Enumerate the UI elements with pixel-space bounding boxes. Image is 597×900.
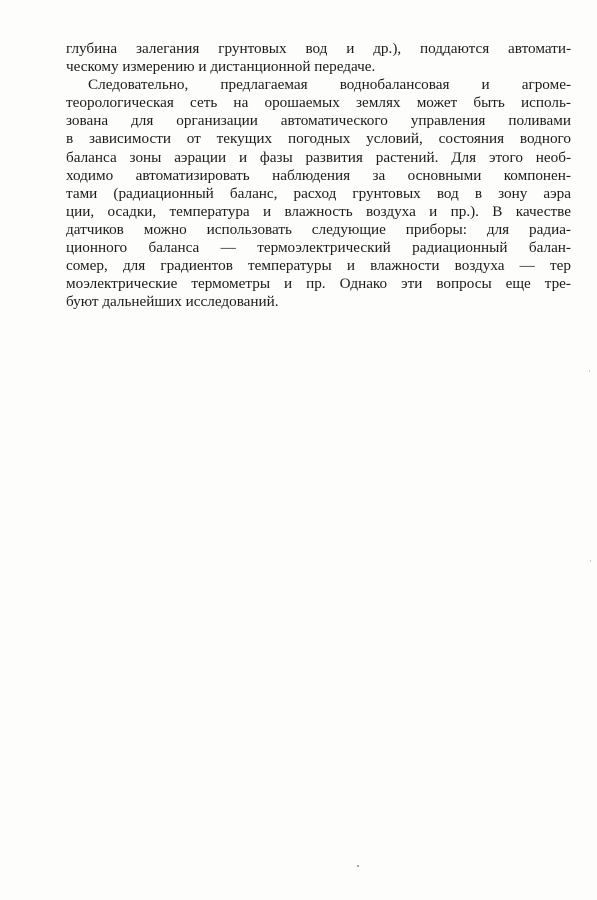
text-line: ционного баланса — термоэлектрический радиационный балан-: [66, 239, 571, 257]
scan-speck: [589, 370, 590, 372]
text-line: моэлектрические термометры и пр. Однако эти вопросы еще тре-: [66, 275, 571, 293]
text-line: в зависимости от текущих погодных условий, состояния водного: [66, 130, 571, 148]
body-text: [66, 40, 571, 311]
text-line: ходимо автоматизировать наблюдения за основными компонен-: [66, 166, 571, 184]
text-line: баланса зоны аэрации и фазы развития растений. Для этого необ-: [66, 148, 571, 166]
scan-speck: [357, 865, 359, 867]
text-line: зована для организации автоматического управления поливами: [66, 112, 571, 130]
text-line: Следовательно, предлагаемая воднобалансовая и агроме-: [88, 76, 571, 94]
text-line: ции, осадки, температура и влажность воздуха и пр.). В качестве: [66, 202, 571, 220]
text-line: ческому измерению и дистанционной передаче.: [66, 58, 376, 76]
text-line: глубина залегания грунтовых вод и др.), поддаются автомати-: [66, 40, 571, 57]
text-line: сомер, для градиентов температуры и влажности воздуха — тер: [66, 257, 571, 275]
text-line: буют дальнейших исследований.: [66, 293, 279, 311]
text-line: теорологическая сеть на орошаемых землях может быть исполь-: [66, 94, 571, 112]
scan-speck: [590, 560, 591, 562]
text-line: датчиков можно использовать следующие приборы: для радиа-: [66, 220, 571, 238]
text-line: тами (радиационный баланс, расход грунтовых вод в зону аэра: [66, 184, 571, 202]
